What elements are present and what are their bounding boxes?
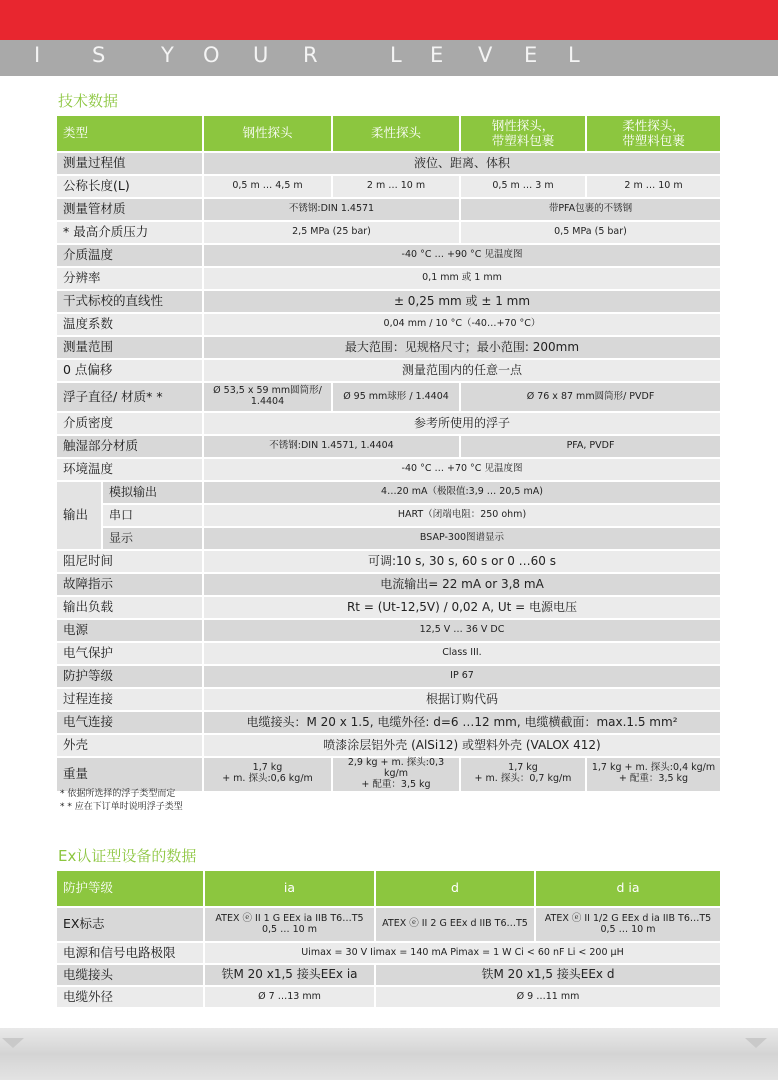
footnote: * 依据所选择的浮子类型而定	[60, 789, 176, 799]
row-value: 1,7 kg + m. 探头:0,4 kg/m + 配重：3,5 kg	[587, 758, 722, 791]
tech-data-table	[57, 114, 722, 793]
row-value: 液位、距离、体积	[204, 153, 722, 174]
row-value: 1,7 kg + m. 探头：0,7 kg/m	[461, 758, 587, 791]
table-row	[57, 337, 722, 358]
slogan-letter: R	[303, 43, 318, 67]
table-row	[57, 943, 722, 963]
row-value: 0,5 m … 4,5 m	[204, 176, 333, 197]
row-value: -40 °C … +70 °C 见温度图	[204, 459, 722, 480]
row-value: 2 m … 10 m	[333, 176, 461, 197]
slogan-letter: Y	[161, 43, 174, 67]
row-value: 0,04 mm / 10 °C（-40…+70 °C）	[204, 314, 722, 335]
table-row	[57, 314, 722, 335]
decor-triangle	[2, 1038, 24, 1048]
row-label: 电源	[57, 620, 204, 641]
table-row	[57, 360, 722, 381]
slogan-letter: U	[253, 43, 269, 67]
output-row	[57, 482, 722, 503]
row-value: 铁M 20 x1,5 接头EEx d	[376, 965, 722, 985]
row-value: ± 0,25 mm 或 ± 1 mm	[204, 291, 722, 312]
row-value: Ø 7 …13 mm	[205, 987, 376, 1007]
row-label: 电缆接头	[57, 965, 205, 985]
row-label: 测量管材质	[57, 199, 204, 220]
table-row	[57, 268, 722, 289]
output-value: HART（闭端电阻：250 ohm)	[204, 505, 722, 526]
slogan-letter: L	[390, 43, 402, 67]
top-red-bar	[0, 0, 778, 40]
table-row	[57, 551, 722, 572]
row-label: 防护等级	[57, 666, 204, 687]
output-label: 输出	[57, 482, 103, 549]
row-label: 分辨率	[57, 268, 204, 289]
header-cell: d	[376, 871, 536, 906]
output-row	[57, 505, 722, 526]
row-value: -40 °C … +90 °C 见温度图	[204, 245, 722, 266]
row-value: 1,7 kg + m. 探头:0,6 kg/m	[204, 758, 333, 791]
slogan-letter: L	[568, 43, 580, 67]
row-label: 测量范围	[57, 337, 204, 358]
table-row	[57, 245, 722, 266]
row-value: 测量范围内的任意一点	[204, 360, 722, 381]
row-value: ATEX ⓔ II 1/2 G EEx d ia IIB T6…T5 0,5 … 10 m	[536, 908, 722, 941]
header-cell: 钢性探头， 带塑料包裹	[461, 116, 587, 151]
row-label: 环境温度	[57, 459, 204, 480]
output-sub-label: 串口	[103, 505, 204, 526]
row-label: 电气保护	[57, 643, 204, 664]
row-value: 0,1 mm 或 1 mm	[204, 268, 722, 289]
row-value: PFA, PVDF	[461, 436, 722, 457]
row-value: 可调:10 s, 30 s, 60 s or 0 …60 s	[204, 551, 722, 572]
row-label: 干式标校的直线性	[57, 291, 204, 312]
decor-triangle	[745, 1038, 767, 1048]
ex-data-table	[57, 869, 722, 1009]
row-label: 浮子直径/ 材质* *	[57, 383, 204, 411]
row-label: 测量过程值	[57, 153, 204, 174]
row-value: 参考所使用的浮子	[204, 413, 722, 434]
table-row	[57, 597, 722, 618]
section-title-ex-data: Ex认证型设备的数据	[58, 847, 197, 865]
table-row	[57, 413, 722, 434]
table-row	[57, 689, 722, 710]
row-value: 根据订购代码	[204, 689, 722, 710]
slogan-letter: O	[203, 43, 220, 67]
row-label: * 最高介质压力	[57, 222, 204, 243]
row-value: 最大范围：见规格尺寸；最小范围: 200mm	[204, 337, 722, 358]
tech-data-table-body	[57, 116, 722, 791]
header-cell: 柔性探头， 带塑料包裹	[587, 116, 722, 151]
row-label: 电气连接	[57, 712, 204, 733]
table-row	[57, 620, 722, 641]
slogan-banner	[0, 40, 778, 76]
row-label: 重量	[57, 758, 204, 791]
table-row	[57, 574, 722, 595]
slogan-letters	[0, 40, 778, 76]
table-row	[57, 987, 722, 1007]
table-row	[57, 199, 722, 220]
header-cell: d ia	[536, 871, 722, 906]
row-label: EX标志	[57, 908, 205, 941]
row-value: IP 67	[204, 666, 722, 687]
slogan-letter: E	[430, 43, 444, 67]
output-sub-label: 显示	[103, 528, 204, 549]
row-value: 0,5 m … 3 m	[461, 176, 587, 197]
table-row	[57, 735, 722, 756]
row-value: 0,5 MPa (5 bar)	[461, 222, 722, 243]
slogan-letter: I	[34, 43, 41, 67]
header-cell: 柔性探头	[333, 116, 461, 151]
table-row	[57, 758, 722, 791]
table-row	[57, 666, 722, 687]
row-label: 外壳	[57, 735, 204, 756]
row-label: 介质密度	[57, 413, 204, 434]
table-row	[57, 153, 722, 174]
row-value: ATEX ⓔ II 1 G EEx ia IIB T6…T5 0,5 … 10 m	[205, 908, 376, 941]
row-value: 电流输出= 22 mA or 3,8 mA	[204, 574, 722, 595]
row-value: 2 m … 10 m	[587, 176, 722, 197]
section-title-tech-data: 技术数据	[58, 92, 119, 110]
table-row	[57, 459, 722, 480]
row-value: 喷漆涂层铝外壳 (AlSi12) 或塑料外壳 (VALOX 412)	[204, 735, 722, 756]
row-label: 电源和信号电路极限	[57, 943, 205, 963]
output-value: BSAP-300图谱显示	[204, 528, 722, 549]
row-value: 2,5 MPa (25 bar)	[204, 222, 461, 243]
row-value: Class III.	[204, 643, 722, 664]
row-value: Ø 53,5 x 59 mm圆筒形/ 1.4404	[204, 383, 333, 411]
table-header-row	[57, 116, 722, 151]
header-cell: 钢性探头	[204, 116, 333, 151]
header-cell: 类型	[57, 116, 204, 151]
row-value: 铁M 20 x1,5 接头EEx ia	[205, 965, 376, 985]
slogan-letter: S	[92, 43, 106, 67]
slogan-letter: V	[478, 43, 493, 67]
bottom-texture-band	[0, 1028, 778, 1080]
ex-data-table-body	[57, 871, 722, 1007]
row-value: Ø 9 …11 mm	[376, 987, 722, 1007]
row-value: 电缆接头：M 20 x 1.5, 电缆外径: d=6 …12 mm, 电缆横截面：max.1.5 mm²	[204, 712, 722, 733]
row-value: Ø 76 x 87 mm圆筒形/ PVDF	[461, 383, 722, 411]
footnotes	[60, 788, 183, 814]
row-label: 介质温度	[57, 245, 204, 266]
row-label: 触湿部分材质	[57, 436, 204, 457]
table-row	[57, 965, 722, 985]
header-cell: ia	[205, 871, 376, 906]
row-value: Uimax = 30 V Iimax = 140 mA Pimax = 1 W Ci < 60 nF Li < 200 μH	[205, 943, 722, 963]
row-value: 带PFA包裹的不锈钢	[461, 199, 722, 220]
row-label: 故障指示	[57, 574, 204, 595]
footnote: * * 应在下订单时说明浮子类型	[60, 802, 183, 812]
row-label: 电缆外径	[57, 987, 205, 1007]
row-value: 2,9 kg + m. 探头:0,3 kg/m + 配重：3,5 kg	[333, 758, 461, 791]
output-value: 4…20 mA（极限值:3,9 … 20,5 mA)	[204, 482, 722, 503]
table-row	[57, 383, 722, 411]
header-cell: 防护等级	[57, 871, 205, 906]
row-label: 公称长度(L)	[57, 176, 204, 197]
table-row	[57, 222, 722, 243]
row-label: 温度系数	[57, 314, 204, 335]
row-label: 0 点偏移	[57, 360, 204, 381]
row-label: 过程连接	[57, 689, 204, 710]
row-value: 不锈钢:DIN 1.4571, 1.4404	[204, 436, 461, 457]
table-row	[57, 436, 722, 457]
table-row	[57, 712, 722, 733]
row-value: Rt = (Ut-12,5V) / 0,02 A, Ut = 电源电压	[204, 597, 722, 618]
row-label: 阻尼时间	[57, 551, 204, 572]
row-value: 12,5 V … 36 V DC	[204, 620, 722, 641]
table-row	[57, 908, 722, 941]
table-row	[57, 176, 722, 197]
output-sub-label: 模拟输出	[103, 482, 204, 503]
table-row	[57, 643, 722, 664]
row-value: 不锈钢:DIN 1.4571	[204, 199, 461, 220]
output-row	[57, 528, 722, 549]
row-value: Ø 95 mm球形 / 1.4404	[333, 383, 461, 411]
table-header-row	[57, 871, 722, 906]
table-row	[57, 291, 722, 312]
row-label: 输出负载	[57, 597, 204, 618]
row-value: ATEX ⓔ II 2 G EEx d IIB T6…T5	[376, 908, 536, 941]
slogan-letter: E	[524, 43, 538, 67]
